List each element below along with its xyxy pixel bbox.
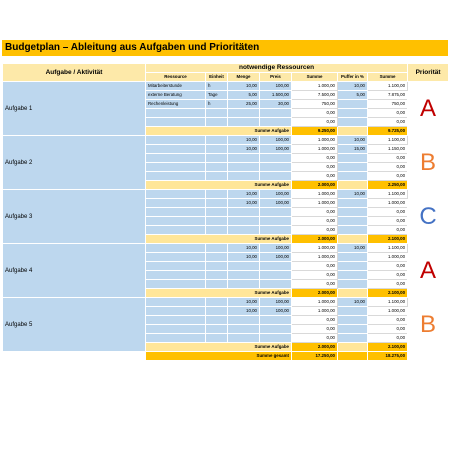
cell-price[interactable] <box>260 271 292 280</box>
cell-unit[interactable] <box>206 163 228 172</box>
cell-price[interactable] <box>260 325 292 334</box>
cell-resource[interactable] <box>146 298 206 307</box>
cell-resource[interactable] <box>146 163 206 172</box>
cell-resource[interactable] <box>146 307 206 316</box>
grand-total-label: Summe gesamt <box>146 352 292 361</box>
cell-unit[interactable] <box>206 172 228 181</box>
cell-quantity[interactable]: 10,00 <box>228 298 260 307</box>
cell-unit[interactable] <box>206 109 228 118</box>
cell-buffer[interactable] <box>338 199 368 208</box>
cell-price[interactable] <box>260 172 292 181</box>
cell-sum-buffer[interactable]: 0,00 <box>368 217 408 226</box>
task-sum-buffer-value: 2.100,00 <box>368 289 408 298</box>
cell-unit[interactable] <box>206 307 228 316</box>
cell-buffer[interactable] <box>338 208 368 217</box>
cell-unit[interactable] <box>206 253 228 262</box>
cell-price[interactable] <box>260 262 292 271</box>
cell-sum-buffer[interactable]: 1.000,00 <box>368 253 408 262</box>
cell-sum[interactable]: 1.000,00 <box>292 82 338 91</box>
cell-sum-buffer[interactable]: 0,00 <box>368 226 408 235</box>
cell-unit[interactable] <box>206 271 228 280</box>
cell-unit[interactable]: h <box>206 100 228 109</box>
cell-resource[interactable] <box>146 253 206 262</box>
cell-sum[interactable]: 0,00 <box>292 316 338 325</box>
cell-resource[interactable] <box>146 172 206 181</box>
cell-quantity[interactable] <box>228 334 260 343</box>
cell-sum-buffer[interactable]: 0,00 <box>368 172 408 181</box>
cell-price[interactable]: 1.500,00 <box>260 91 292 100</box>
cell-resource[interactable] <box>146 262 206 271</box>
priority-cell[interactable]: A <box>408 244 449 298</box>
cell-quantity[interactable]: 5,00 <box>228 91 260 100</box>
task-sum-buffer-value: 2.250,00 <box>368 181 408 190</box>
table-row <box>3 244 449 253</box>
cell-resource[interactable] <box>146 325 206 334</box>
cell-resource[interactable] <box>146 217 206 226</box>
cell-sum[interactable]: 0,00 <box>292 325 338 334</box>
cell-sum-buffer[interactable]: 0,00 <box>368 163 408 172</box>
cell-price[interactable] <box>260 226 292 235</box>
task-sum-value: 2.000,00 <box>292 235 338 244</box>
cell-price[interactable]: 100,00 <box>260 253 292 262</box>
cell-buffer[interactable]: 10,00 <box>338 136 368 145</box>
cell-sum-buffer[interactable]: 0,00 <box>368 325 408 334</box>
cell-buffer[interactable] <box>338 217 368 226</box>
cell-unit[interactable] <box>206 226 228 235</box>
column-header-unit: Einheit <box>206 73 228 82</box>
cell-resource[interactable] <box>146 190 206 199</box>
cell-sum[interactable]: 1.000,00 <box>292 145 338 154</box>
task-sum-spacer <box>338 181 368 190</box>
cell-sum[interactable]: 1.000,00 <box>292 298 338 307</box>
cell-quantity[interactable]: 10,00 <box>228 136 260 145</box>
cell-quantity[interactable]: 10,00 <box>228 307 260 316</box>
cell-buffer[interactable] <box>338 163 368 172</box>
cell-buffer[interactable] <box>338 262 368 271</box>
cell-buffer[interactable]: 10,00 <box>338 82 368 91</box>
cell-sum-buffer[interactable]: 0,00 <box>368 154 408 163</box>
cell-resource[interactable] <box>146 199 206 208</box>
cell-quantity[interactable] <box>228 325 260 334</box>
cell-sum-buffer[interactable]: 0,00 <box>368 118 408 127</box>
task-sum-label: Summe Aufgabe <box>146 289 292 298</box>
cell-price[interactable] <box>260 154 292 163</box>
priority-cell[interactable]: C <box>408 190 449 244</box>
task-sum-spacer <box>338 289 368 298</box>
cell-sum-buffer[interactable]: 7.875,00 <box>368 91 408 100</box>
cell-sum[interactable]: 0,00 <box>292 262 338 271</box>
total-blank <box>3 352 146 361</box>
cell-sum[interactable]: 1.000,00 <box>292 307 338 316</box>
cell-sum[interactable]: 0,00 <box>292 334 338 343</box>
cell-unit[interactable] <box>206 136 228 145</box>
cell-quantity[interactable] <box>228 262 260 271</box>
column-header-sum-buffer: Summe <box>368 73 408 82</box>
cell-sum[interactable]: 0,00 <box>292 226 338 235</box>
task-name-cell[interactable]: Aufgabe 2 <box>3 136 146 190</box>
cell-buffer[interactable] <box>338 271 368 280</box>
cell-resource[interactable] <box>146 208 206 217</box>
cell-quantity[interactable] <box>228 316 260 325</box>
task-sum-value: 2.000,00 <box>292 343 338 352</box>
task-name-cell[interactable]: Aufgabe 4 <box>3 244 146 298</box>
cell-resource[interactable] <box>146 109 206 118</box>
cell-resource[interactable]: Mitarbeiterstunde <box>146 82 206 91</box>
cell-buffer[interactable]: 10,00 <box>338 298 368 307</box>
grand-total-row <box>3 352 449 361</box>
cell-sum-buffer[interactable]: 1.100,00 <box>368 136 408 145</box>
task-sum-value: 9.250,00 <box>292 127 338 136</box>
cell-unit[interactable]: Tage <box>206 91 228 100</box>
cell-sum[interactable]: 1.000,00 <box>292 190 338 199</box>
budget-table <box>2 63 449 361</box>
cell-unit[interactable] <box>206 154 228 163</box>
cell-price[interactable]: 100,00 <box>260 244 292 253</box>
task-name-cell[interactable]: Aufgabe 1 <box>3 82 146 136</box>
cell-sum[interactable]: 0,00 <box>292 109 338 118</box>
cell-buffer[interactable]: 5,00 <box>338 91 368 100</box>
cell-sum-buffer[interactable]: 1.100,00 <box>368 298 408 307</box>
total-end-blank <box>408 352 449 361</box>
cell-unit[interactable] <box>206 145 228 154</box>
cell-resource[interactable] <box>146 271 206 280</box>
priority-column-header: Priorität <box>408 64 449 82</box>
cell-buffer[interactable] <box>338 334 368 343</box>
cell-unit[interactable] <box>206 118 228 127</box>
cell-sum[interactable]: 0,00 <box>292 163 338 172</box>
task-sum-spacer <box>338 127 368 136</box>
table-row <box>3 82 449 91</box>
column-header-quantity: Menge <box>228 73 260 82</box>
cell-buffer[interactable] <box>338 154 368 163</box>
task-sum-spacer <box>338 235 368 244</box>
cell-quantity[interactable] <box>228 163 260 172</box>
cell-quantity[interactable] <box>228 226 260 235</box>
task-sum-label: Summe Aufgabe <box>146 235 292 244</box>
cell-quantity[interactable] <box>228 118 260 127</box>
cell-buffer[interactable] <box>338 109 368 118</box>
cell-buffer[interactable] <box>338 253 368 262</box>
cell-sum[interactable]: 750,00 <box>292 100 338 109</box>
cell-sum-buffer[interactable]: 0,00 <box>368 262 408 271</box>
cell-resource[interactable] <box>146 154 206 163</box>
task-sum-buffer-value: 9.725,00 <box>368 127 408 136</box>
grand-total-buffer-value: 18.275,00 <box>368 352 408 361</box>
grand-total-value: 17.250,00 <box>292 352 338 361</box>
cell-buffer[interactable]: 10,00 <box>338 244 368 253</box>
cell-quantity[interactable] <box>228 271 260 280</box>
cell-price[interactable] <box>260 109 292 118</box>
cell-price[interactable]: 100,00 <box>260 136 292 145</box>
cell-buffer[interactable] <box>338 226 368 235</box>
cell-buffer[interactable] <box>338 325 368 334</box>
cell-quantity[interactable] <box>228 109 260 118</box>
cell-sum-buffer[interactable]: 0,00 <box>368 316 408 325</box>
task-sum-label: Summe Aufgabe <box>146 181 292 190</box>
resources-group-header: notwendige Ressourcen <box>146 64 408 73</box>
cell-buffer[interactable]: 15,00 <box>338 145 368 154</box>
cell-sum[interactable]: 0,00 <box>292 280 338 289</box>
cell-buffer[interactable] <box>338 307 368 316</box>
cell-sum[interactable]: 0,00 <box>292 217 338 226</box>
cell-price[interactable]: 100,00 <box>260 145 292 154</box>
cell-price[interactable] <box>260 208 292 217</box>
cell-price[interactable] <box>260 217 292 226</box>
cell-price[interactable]: 100,00 <box>260 307 292 316</box>
cell-resource[interactable] <box>146 226 206 235</box>
table-row <box>3 298 449 307</box>
cell-price[interactable] <box>260 163 292 172</box>
table-row <box>3 136 449 145</box>
cell-sum[interactable]: 1.000,00 <box>292 136 338 145</box>
cell-unit[interactable] <box>206 298 228 307</box>
cell-quantity[interactable] <box>228 280 260 289</box>
cell-resource[interactable]: Rechenleistung <box>146 100 206 109</box>
cell-resource[interactable] <box>146 280 206 289</box>
cell-sum-buffer[interactable]: 1.000,00 <box>368 199 408 208</box>
cell-unit[interactable] <box>206 190 228 199</box>
task-name-cell[interactable]: Aufgabe 5 <box>3 298 146 352</box>
cell-sum[interactable]: 0,00 <box>292 208 338 217</box>
cell-sum[interactable]: 0,00 <box>292 271 338 280</box>
task-sum-label: Summe Aufgabe <box>146 343 292 352</box>
cell-sum-buffer[interactable]: 1.150,00 <box>368 145 408 154</box>
cell-unit[interactable] <box>206 280 228 289</box>
column-header-buffer: Puffer in % <box>338 73 368 82</box>
column-header-sum: Summe <box>292 73 338 82</box>
task-sum-label: Summe Aufgabe <box>146 127 292 136</box>
cell-sum-buffer[interactable]: 1.100,00 <box>368 244 408 253</box>
cell-resource[interactable] <box>146 316 206 325</box>
cell-sum-buffer[interactable]: 0,00 <box>368 280 408 289</box>
cell-sum[interactable]: 7.500,00 <box>292 91 338 100</box>
cell-unit[interactable] <box>206 334 228 343</box>
cell-unit[interactable] <box>206 325 228 334</box>
cell-unit[interactable] <box>206 217 228 226</box>
cell-unit[interactable]: h <box>206 82 228 91</box>
task-sum-buffer-value: 2.100,00 <box>368 235 408 244</box>
cell-unit[interactable] <box>206 199 228 208</box>
cell-sum-buffer[interactable]: 750,00 <box>368 100 408 109</box>
cell-resource[interactable] <box>146 118 206 127</box>
cell-price[interactable]: 100,00 <box>260 190 292 199</box>
cell-resource[interactable] <box>146 334 206 343</box>
cell-resource[interactable]: externe Beratung <box>146 91 206 100</box>
cell-quantity[interactable] <box>228 154 260 163</box>
cell-quantity[interactable] <box>228 208 260 217</box>
task-sum-spacer <box>338 343 368 352</box>
cell-price[interactable] <box>260 334 292 343</box>
task-sum-value: 2.000,00 <box>292 289 338 298</box>
cell-sum[interactable]: 1.000,00 <box>292 244 338 253</box>
cell-resource[interactable] <box>146 136 206 145</box>
cell-price[interactable] <box>260 316 292 325</box>
task-sum-buffer-value: 2.100,00 <box>368 343 408 352</box>
cell-sum-buffer[interactable]: 1.000,00 <box>368 307 408 316</box>
cell-price[interactable]: 30,00 <box>260 100 292 109</box>
cell-buffer[interactable] <box>338 118 368 127</box>
table-row <box>3 190 449 199</box>
task-column-header: Aufgabe / Aktivität <box>3 64 146 82</box>
cell-quantity[interactable] <box>228 172 260 181</box>
priority-cell[interactable]: B <box>408 136 449 190</box>
cell-unit[interactable] <box>206 244 228 253</box>
cell-price[interactable]: 100,00 <box>260 298 292 307</box>
sheet-title: Budgetplan – Ableitung aus Aufgaben und Prioritäten <box>2 40 448 56</box>
cell-sum[interactable]: 1.000,00 <box>292 253 338 262</box>
cell-price[interactable] <box>260 118 292 127</box>
cell-quantity[interactable]: 10,00 <box>228 199 260 208</box>
task-sum-value: 2.000,00 <box>292 181 338 190</box>
cell-quantity[interactable]: 25,00 <box>228 100 260 109</box>
cell-unit[interactable] <box>206 316 228 325</box>
cell-sum[interactable]: 0,00 <box>292 118 338 127</box>
table-body <box>3 64 449 361</box>
priority-cell[interactable]: A <box>408 82 449 136</box>
cell-buffer[interactable] <box>338 280 368 289</box>
cell-sum-buffer[interactable]: 0,00 <box>368 271 408 280</box>
cell-sum-buffer[interactable]: 0,00 <box>368 208 408 217</box>
priority-cell[interactable]: B <box>408 298 449 352</box>
cell-quantity[interactable]: 10,00 <box>228 244 260 253</box>
column-header-resource: Ressource <box>146 73 206 82</box>
cell-resource[interactable] <box>146 244 206 253</box>
cell-sum-buffer[interactable]: 1.100,00 <box>368 82 408 91</box>
cell-sum-buffer[interactable]: 0,00 <box>368 109 408 118</box>
cell-price[interactable]: 100,00 <box>260 199 292 208</box>
column-header-price: Preis <box>260 73 292 82</box>
cell-quantity[interactable]: 10,00 <box>228 82 260 91</box>
cell-buffer[interactable] <box>338 100 368 109</box>
cell-sum[interactable]: 0,00 <box>292 154 338 163</box>
cell-quantity[interactable]: 10,00 <box>228 145 260 154</box>
task-name-cell[interactable]: Aufgabe 3 <box>3 190 146 244</box>
cell-sum[interactable]: 1.000,00 <box>292 199 338 208</box>
grand-total-spacer <box>338 352 368 361</box>
cell-quantity[interactable]: 10,00 <box>228 253 260 262</box>
cell-buffer[interactable] <box>338 316 368 325</box>
cell-quantity[interactable] <box>228 217 260 226</box>
cell-sum[interactable]: 0,00 <box>292 172 338 181</box>
cell-price[interactable]: 100,00 <box>260 82 292 91</box>
cell-quantity[interactable]: 10,00 <box>228 190 260 199</box>
cell-sum-buffer[interactable]: 0,00 <box>368 334 408 343</box>
cell-unit[interactable] <box>206 262 228 271</box>
cell-buffer[interactable] <box>338 172 368 181</box>
cell-price[interactable] <box>260 280 292 289</box>
cell-sum-buffer[interactable]: 1.100,00 <box>368 190 408 199</box>
header-row-1 <box>3 64 449 73</box>
cell-resource[interactable] <box>146 145 206 154</box>
cell-unit[interactable] <box>206 208 228 217</box>
cell-buffer[interactable]: 10,00 <box>338 190 368 199</box>
